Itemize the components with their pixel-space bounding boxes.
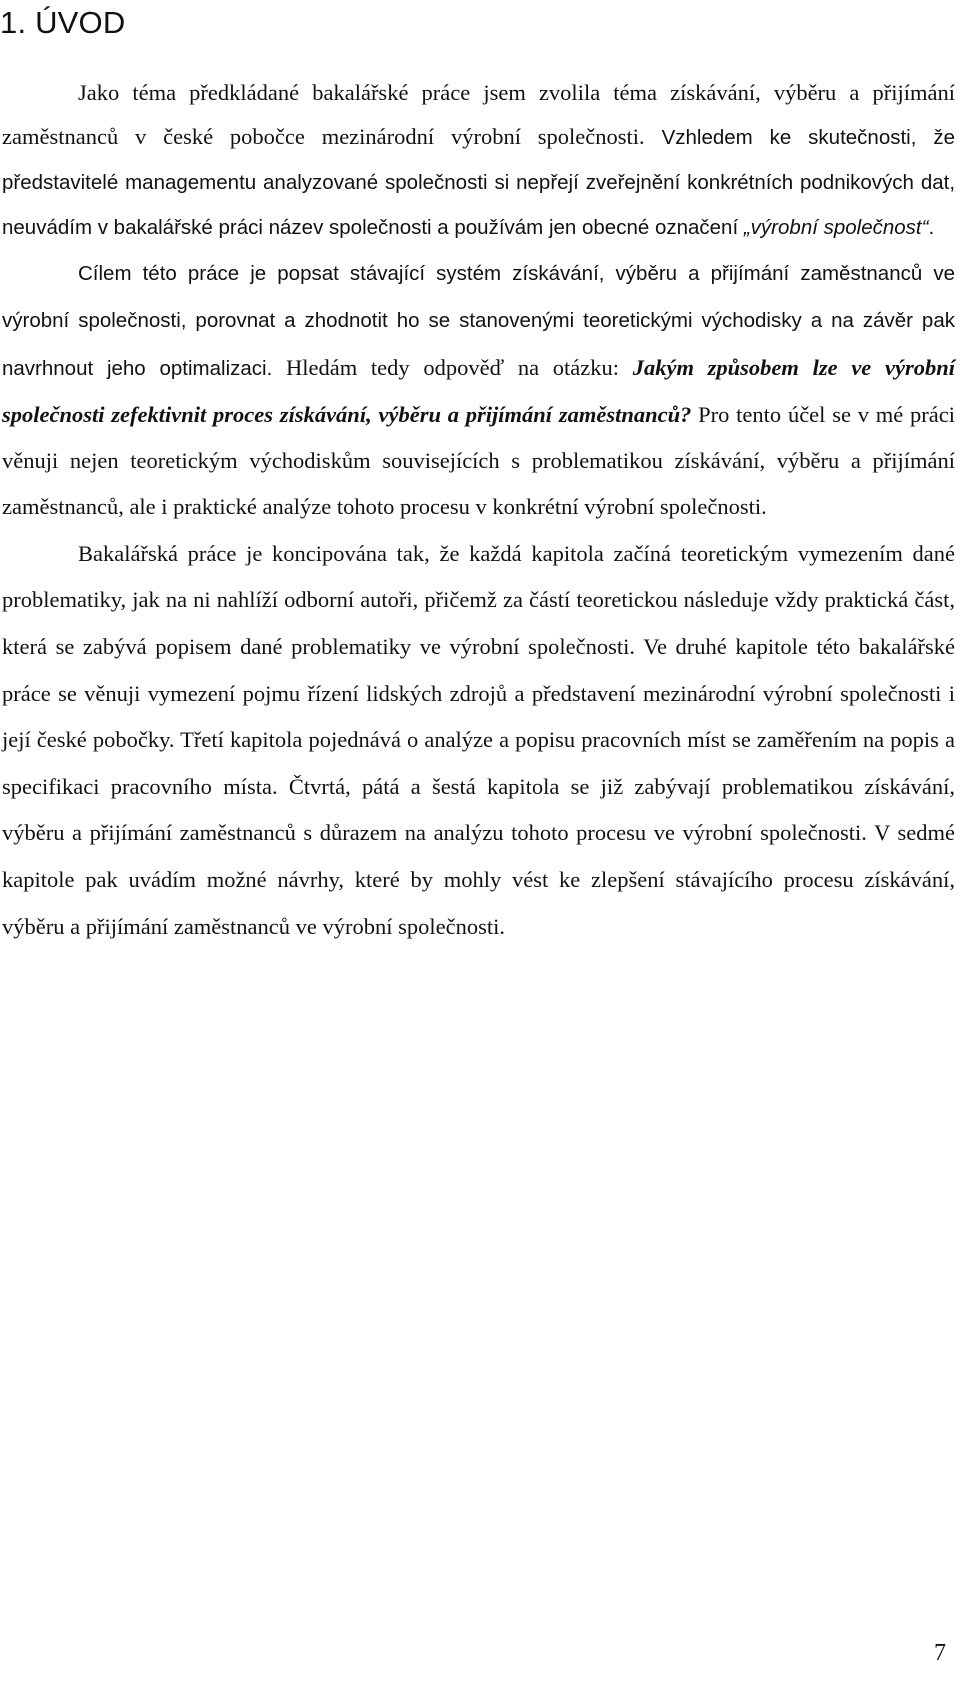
goal-text-3: Pro tento účel se v mé práci věnuji nejen teoretickým východiskům souvisejících s problematikou získávání, výběru a přijímání zaměstnanců, ale i praktické analýze tohoto procesu v konkrétní výrobní společnosti. [2, 401, 955, 520]
intro-text-3: zveřejnění konkrétních podnikových dat, neuvádím v bakalářské práci název společnosti a používám jen obecné označení [2, 171, 956, 239]
intro-text-2: Vzhledem ke skutečnosti, že představitelé managementu analyzované společnosti si nepřejí [2, 126, 955, 194]
goal-text-1: Cílem této práce je popsat stávající systém získávání, výběru a přijímání zaměstnanců ve výrobní společnosti, porovnat a zhodnotit ho se stanovenými teoretickými východisky a na závěr pak navrhnout jeho optimalizaci. [2, 262, 955, 380]
intro-text-1: Jako téma předkládané bakalářské práce jsem zvolila téma získávání, výběru a přijímání zaměstnanců v české pobočce mezinárodní výrobní společnosti. [2, 80, 955, 149]
research-question: Jakým způsobem lze ve výrobní společnosti zefektivnit proces získávání, výběru a přijímání zaměstnanců? [2, 354, 955, 427]
paragraph-goal [2, 250, 955, 531]
chapter-heading: 1. ÚVOD [0, 5, 126, 40]
chapter-body [2, 71, 955, 950]
page-number: 7 [934, 1640, 946, 1666]
intro-text-end: . [928, 216, 935, 239]
goal-text-2: Hledám tedy odpověď na otázku: [272, 354, 633, 380]
paragraph-structure: Bakalářská práce je koncipována tak, že každá kapitola začíná teoretickým vymezením dané problematiky, jak na ni nahlíží odborní autoři, přičemž za částí teoretickou následuje vždy praktická část, která se zabývá popisem dané problematiky ve výrobní společnosti. Ve druhé kapitole této bakalářské práce se věnuji vymezení pojmu řízení lidských zdrojů a představení mezinárodní výrobní společnosti i její české pobočky. Třetí kapitola pojednává o analýze a popisu pracovních míst se zaměřením na popis a specifikaci pracovního místa. Čtvrtá, pátá a šestá kapitola se již zabývají problematikou získávání, výběru a přijímání zaměstnanců s důrazem na analýzu tohoto procesu ve výrobní společnosti. V sedmé kapitole pak uvádím možné návrhy, které by mohly vést ke zlepšení stávajícího procesu získávání, výběru a přijímání zaměstnanců ve výrobní společnosti. [2, 540, 955, 939]
quoted-term: „výrobní společnost“ [743, 216, 929, 239]
paragraph-intro [2, 71, 955, 250]
